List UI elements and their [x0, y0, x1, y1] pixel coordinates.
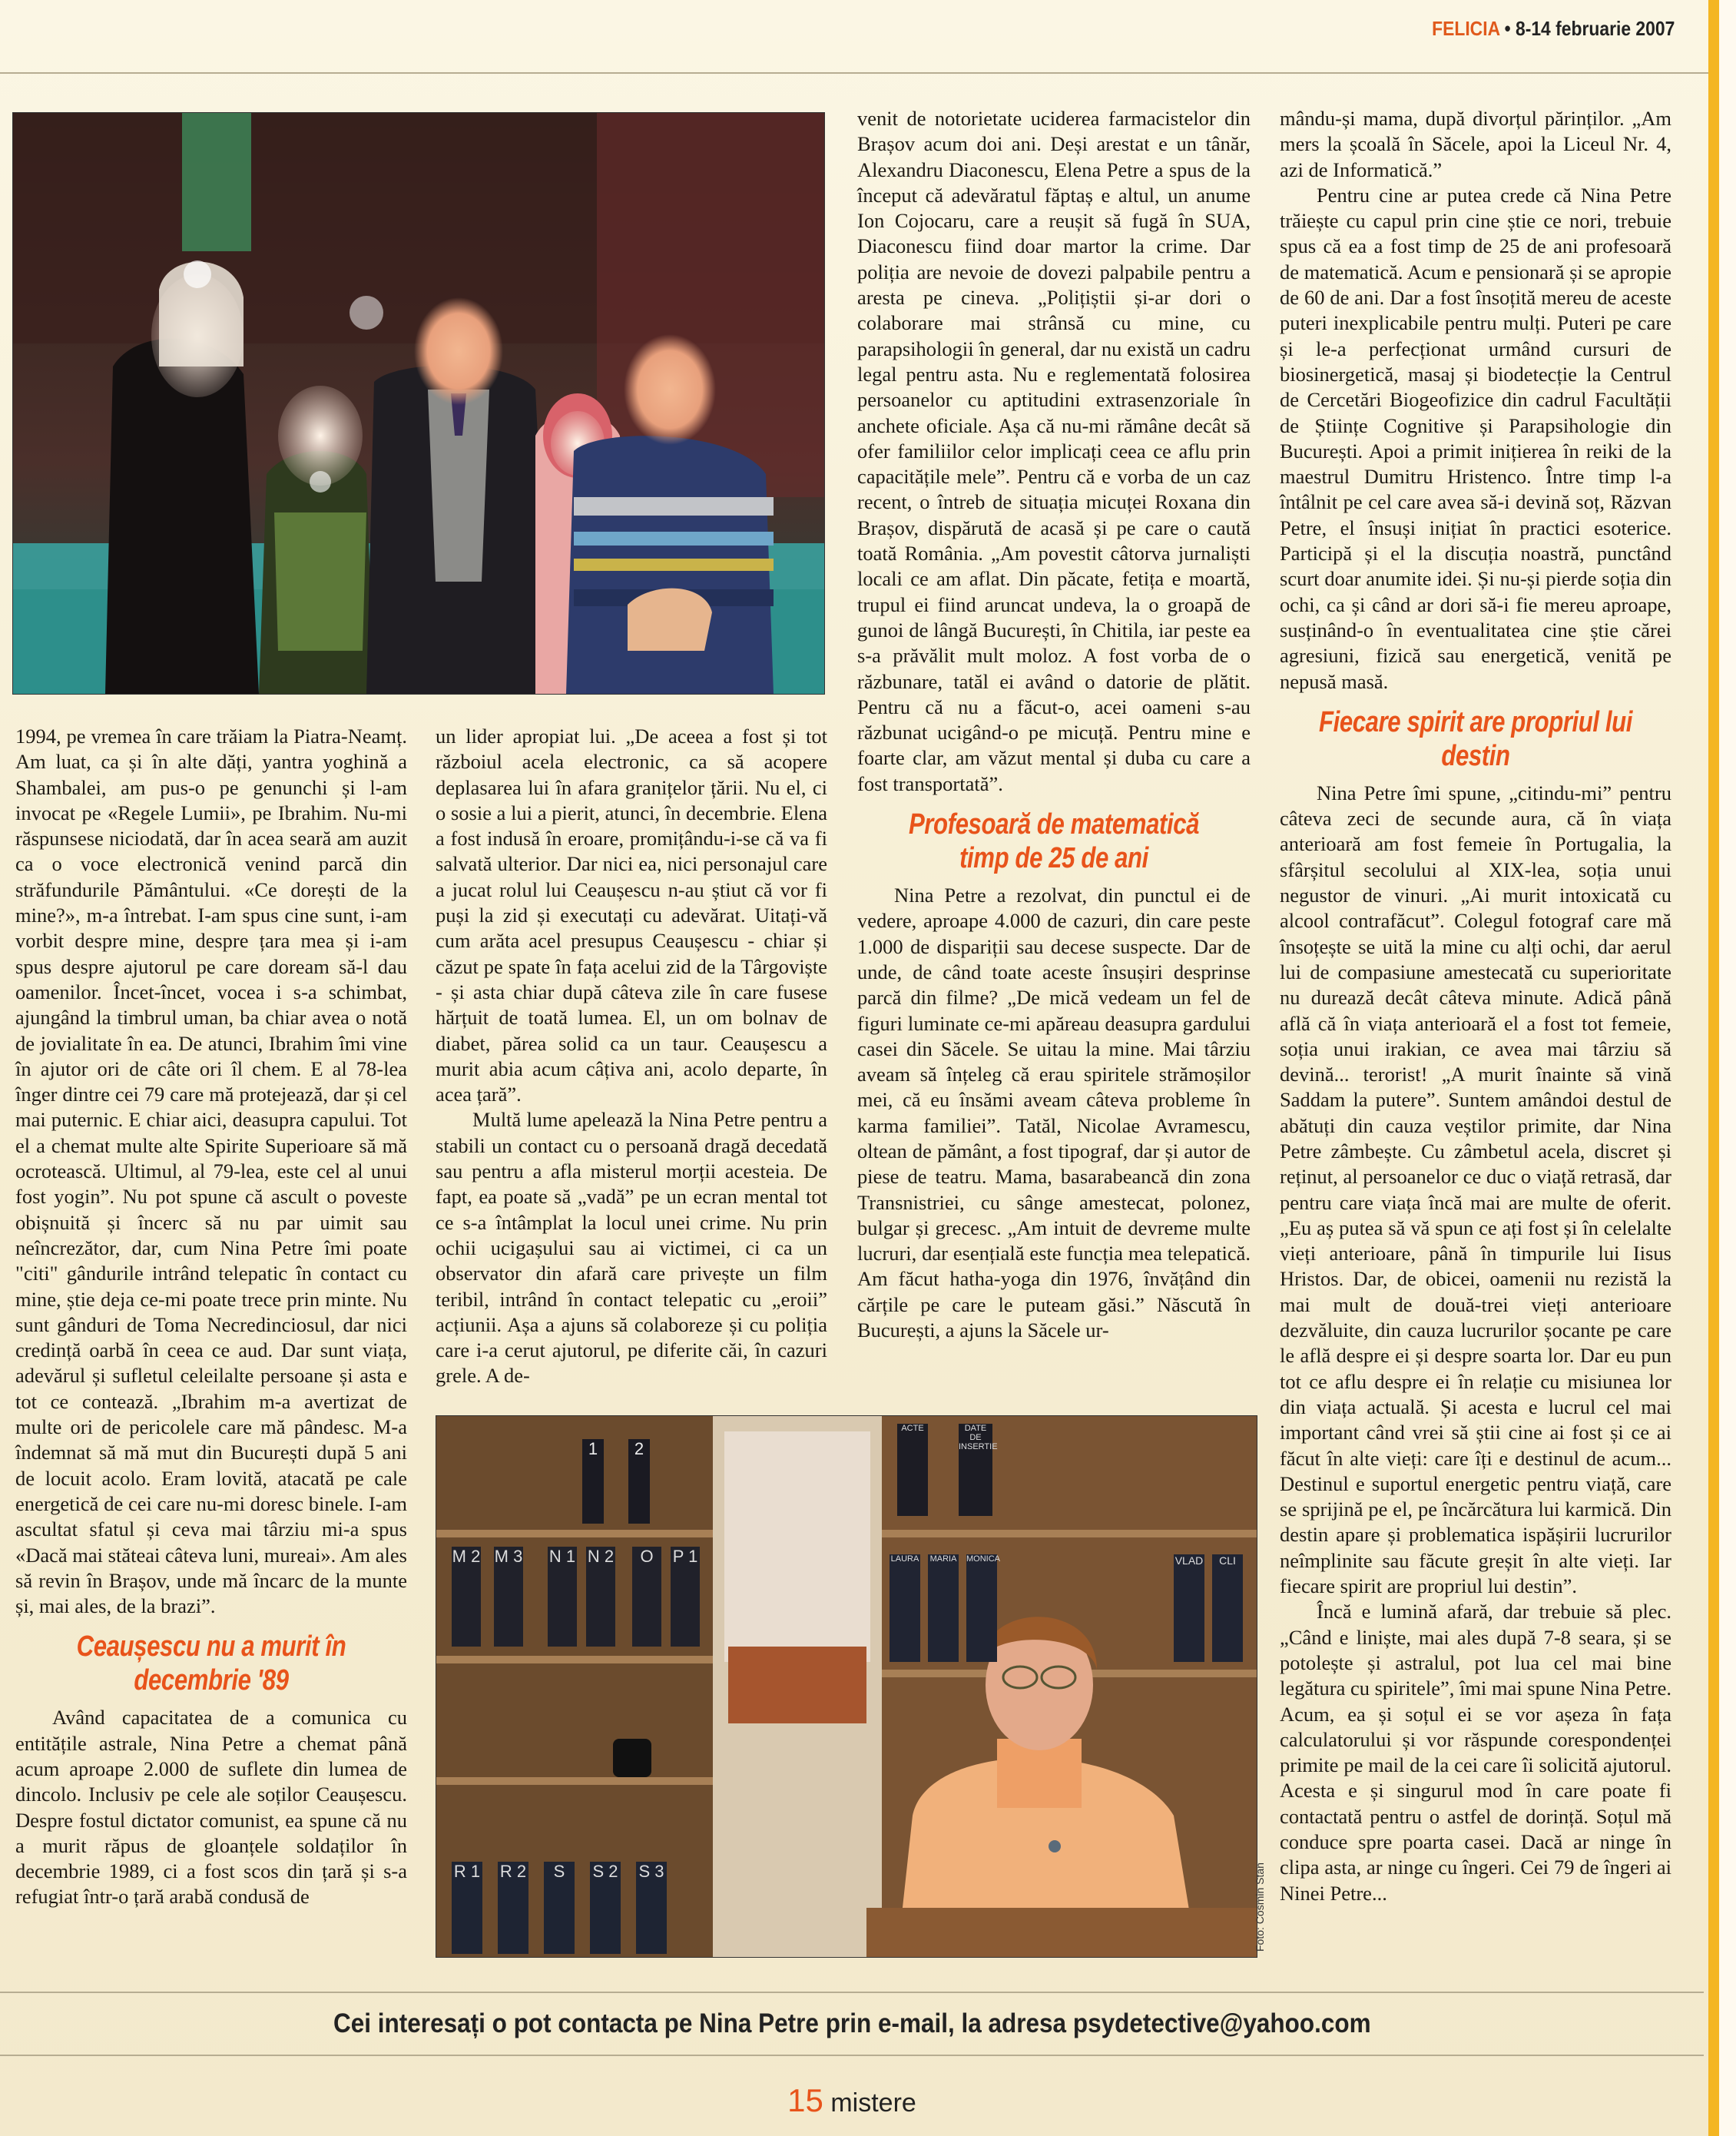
- binder-label: MARIA: [928, 1554, 959, 1662]
- issue-date: 8-14 februarie 2007: [1515, 17, 1675, 40]
- binder-label: O: [632, 1547, 661, 1647]
- page-edge: [1719, 0, 1736, 2136]
- contact-text: Cei interesați o pot contacta pe Nina Petre prin e-mail, la adresa psydetective@yahoo.com: [333, 2008, 1371, 2038]
- column1-paragraph-1: 1994, pe vremea în care trăiam la Piatra-Neamț. Am luat, ca și în alte dăți, yantra yoghină a Shambalei, am pus-o pe genunchi și l-am invocat pe «Regele Lumii», pe Ibrahim. Nu-mi răspunsese niciodată, dar în acea seară am auzit ca o voce electronică venind parcă din străfundurile Pământului. «Ce dorești de la mine?», m-a întrebat. I-am spus cine sunt, i-am vorbit despre mine, despre țara mea și i-am spus despre ajutorul pe care doream să-l dau oamenilor. Încet-încet, vocea i s-a schimbat, ajungând la timbrul uman, ba chiar avea o notă de jovialitate în ea. De atunci, Ibrahim îmi vine în ajutor ori de câte ori îl chem. E al 78-lea înger dintre cei 79 care mă protejează, dar și cel mai puternic. E chiar aici, deasupra capului. Tot el a chemat multe alte Spirite Superioare să mă ocrotească. Ultimul, al 79-lea, este cel al unui fost yogin”. Nu pot spune că ascult o poveste obișnuită și încerc să nu par uimit sau neîncrezător, dar, cum Nina Petre îmi poate "citi" gândurile intrând telepatic în contact cu mine, știe deja ce-mi poate trece prin minte. Nu sunt gânduri de Toma Necredinciosul, dar nici credință oarbă în ceea ce aud. Dar sunt viața, adevărul și sufletul celeilalte persoane și asta e tot ce contează. „Ibrahim m-a avertizat de multe ori de pericolele care mă pândesc. M-a îndemnat să mă mut din București după 5 ani de locuit acolo. Eram lovită, atacată pe cale energetică de cei care nu-mi doresc binele. I-am ascultat sfatul și ceva mai târziu mi-a spus «Dacă mai stăteai câteva luni, mureai». Am ales să revin în Brașov, unde mă încarc de la munte și, mai ales, de la brazi”.: [15, 725, 407, 1618]
- binder-label: 1: [582, 1439, 604, 1524]
- photo-credit: Foto: Cosmin Stan: [1254, 1862, 1266, 1952]
- binder-label: R 1: [452, 1862, 482, 1954]
- header-divider: [0, 72, 1708, 74]
- column4-paragraph-4: Încă e lumină afară, dar trebuie să plec. „Când e liniște, mai ales după 7-8 seara, și se potolește și astralul, pot lua cel mai bine legătura cu spiritele”, îmi mai spune Nina Petre. Acum, ea și soțul ei se vor așeza în fața calculatorului și vor răspunde corespondenței primite pe mail de la cei care îi solicită ajutorul. Acesta e și singurul mod în care poate fi contactată pentru o astfel de dorință. Soțul mă conduce spre poarta casei. Dacă ar ninge în clipa asta, ar ninge cu îngeri. Cei 79 de îngeri ai Ninei Petre...: [1280, 1600, 1671, 1905]
- page-number: 15: [787, 2082, 823, 2118]
- group-photo: [12, 112, 825, 695]
- subheading-destin: Fiecare spirit are propriul lui destin: [1318, 705, 1633, 772]
- column4-paragraph-3: Nina Petre îmi spune, „citindu-mi” pentru câteva zeci de secunde aura, că în viața anterioară am fost femeie în Portugalia, la sfârșitul secolului al XIX-lea, soția unui negustor de vinuri. „Ai murit intoxicată cu alcool contrafăcut”. Colegul fotograf care mă însoțește se uită la mine cu alți ochi, dar aerul lui de compasiune amestecată cu superioritate nu durează decât câteva minute. Adică până află că în viața anterioară el a fost tot femeie, soția unui irakian, ce avea mai târziu să devină... terorist! „A murit înainte să vină Saddam la putere”. Suntem amândoi destul de abătuți din cauza veștilor primite, dar Nina Petre zâmbește. Cu zâmbetul acela, discret și reținut, al persoanelor ce duc o viață retrasă, dar pentru care viața încă mai are multe de oferit. „Eu aș putea să vă spun ce ați fost și în celelalte vieți anterioare, până în timpurile lui Iisus Hristos. Dar, de obicei, oamenii nu rezistă la mai mult de două-trei vieți anterioare dezvăluite, din cauza lucrurilor șocante pe care le află despre ei și despre soarta lor. Dar eu pun tot ce aflu despre ei în relație cu misiunea lor din viața actuală. Și acesta e lucrul cel mai important când vrei să știi cine ai fost și ce ai făcut în alte vieți: care îți e destinul de acum... Destinul e suportul energetic pentru viață, care se sprijină pe el, pe încărcătura lui karmică. Din destin apare și problematica ispășirii lucrurilor neîmplinite sau făcute greșit în alte vieți. Iar fiecare spirit are propriul lui destin”.: [1280, 781, 1671, 1598]
- binder-labels: [436, 1416, 1257, 1957]
- column3-paragraph-1: venit de notorietate uciderea farmacistelor din Brașov acum doi ani. Deși arestat e un tânăr, Alexandru Diaconescu, Elena Petre a spus de la început că adevăratul făptaș e altul, un anume Ion Cojocaru, care a reușit să fugă în SUA, Diaconescu fiind doar martor la crime. Dar poliția are nevoie de dovezi palpabile pentru a aresta pe cineva. „Polițiștii și-ar dori o colaborare mai strânsă cu mine, cu parapsihologii în general, dar nu există un cadru legal pentru asta. Nu e reglementată folosirea persoanelor cu aptitudini extrasenzoriale în anchete oficiale. Așa că nu-mi rămâne decât să ofer familiilor celor implicați ceea ce aflu prin capacitățile mele”. Pentru că e vorba de un caz recent, o întreb de situația micuței Roxana din Brașov, dispărută de acasă și pe care o caută toată România. „Am povestit câtorva jurnaliști locali ce am aflat. Din păcate, fetița e moartă, trupul ei fiind aruncat undeva, la o groapă de gunoi de lângă București, în Chitila, iar peste ea s-a prăvălit mult moloz. A fost vorba de o răzbunare, tatăl ei având o datorie de plătit. Pentru că nu a făcut-o, acei oameni s-au răzbunat ucigând-o pe micuță. Pentru mine e foarte clar, am văzut mental și duba cu care a fost transportată”.: [857, 107, 1251, 795]
- contact-banner: [0, 1992, 1704, 2056]
- binder-label: N 2: [586, 1547, 615, 1647]
- accent-stripe: [1708, 0, 1719, 2136]
- binder-label: 2: [628, 1439, 650, 1524]
- column2-paragraph-2: Multă lume apelează la Nina Petre pentru a stabili un contact cu o persoană dragă decedată sau pentru a afla misterul morții acesteia. De fapt, ea poate să „vadă” pe un ecran mental tot ce s-a întâmplat la locul unei crime. Nu prin ochii ucigașului sau ai victimei, ci ca un observator din afară care privește un film teribil, intrând în contact telepatic cu „eroii” acțiunii. Așa a ajuns să colaboreze și cu poliția care i-a cerut ajutorul, pe diferite căi, în cazuri grele. A de-: [436, 1108, 827, 1388]
- article-column-4: [1280, 106, 1671, 1906]
- column1-paragraph-2: Având capacitatea de a comunica cu entitățile astrale, Nina Petre a chemat până acum aproape 2.000 de suflete din lumea de dincolo. Inclusiv pe cele ale soților Ceaușescu. Despre fostul dictator comunist, ea spune că nu a murit răpus de gloanțele soldaților în decembrie 1989, ci a fost scos din țară și s-a refugiat într-o țară arabă condusă de: [15, 1706, 407, 1909]
- magazine-name: FELICIA: [1431, 17, 1499, 40]
- column3-paragraph-2: Nina Petre a rezolvat, din punctul ei de vedere, aproape 4.000 de cazuri, din care peste 1.000 de dispariții sau decese suspecte. Dar de unde, de când toate aceste însușiri desprinse parcă din filme? „De mică vedeam un fel de figuri luminate ce-mi apăreau deasupra gardului casei din Săcele. Se uitau la mine. Mai târziu aveam să înțeleg că erau spiritele strămoșilor mei, că eu însămi aveam câteva probleme în karma familiei”. Tatăl, Nicolae Avramescu, oltean de pământ, a fost tipograf, dar și autor de piese de teatru. Mama, basarabeancă din zona Transnistriei, cu sânge amestecat, polonez, bulgar și grecesc. „Am intuit de devreme multe lucruri, dar esențială este funcția mea telepatică. Am făcut hatha-yoga din 1976, învățând din cărțile pe care le puteam găsi.” Născută în București, a ajuns la Săcele ur-: [857, 884, 1251, 1342]
- article-column-3: [857, 106, 1251, 1343]
- portrait-photo: [436, 1415, 1257, 1958]
- binder-label: N 1: [548, 1547, 577, 1647]
- group-photo-image: [13, 113, 824, 694]
- binder-label: P 1: [671, 1547, 700, 1647]
- binder-label: DATE DE INSERTIE: [959, 1424, 992, 1516]
- column4-paragraph-2: Pentru cine ar putea crede că Nina Petre trăiește cu capul prin cine știe ce nori, trebuie spus că ea a fost timp de 25 de ani profesoară de matematică. Acum e pensionară și se apropie de 60 de ani. Dar a fost însoțită mereu de aceste puteri inexplicabile pentru mulți. Puteri pe care și le-a perfecționat urmând cursuri de biosinergetică, masaj și biodetecție la Centrul de Cercetări Biogeofizice din cadrul Facultății de Științe Cognitive și Parapsihologie din București. Apoi a primit inițierea în reiki de la maestrul Dumitru Hristenco. Între timp l-a întâlnit pe cel care avea să-i devină soț, Răzvan Petre, el însuși inițiat în practici esoterice. Participă și el la discuția noastră, punctând scurt doar anumite idei. Și nu-și pierde soția din ochi, ca și când ar dori să-i fie mereu aproape, susținând-o în eventualitatea cine știe cărei agresiuni, fizică sau energetică, venită pe nepusă masă.: [1280, 183, 1671, 693]
- subheading-ceausescu: Ceaușescu nu a murit în decembrie '89: [76, 1630, 346, 1697]
- binder-label: S 2: [590, 1862, 621, 1954]
- binder-label: ACTE: [897, 1424, 928, 1516]
- subheading-profesoara: Profesoară de matematică timp de 25 de ani: [908, 808, 1200, 875]
- binder-label: VLAD: [1174, 1554, 1204, 1662]
- column2-paragraph-1: un lider apropiat lui. „De aceea a fost și tot războiul acela electronic, ca să acopere deplasarea lui în afara granițelor țării. Nu el, ci o sosie a lui a pierit, atunci, în decembrie. Elena a fost indusă în eroare, promițându-i-se că va fi salvată ulterior. Dar nici ea, nici personajul care a jucat rolul lui Ceaușescu n-au știut că vor fi puși la zid și executați cu adevărat. Uitați-vă cum arăta acel presupus Ceaușescu - chiar și căzut pe spate în fața acelui zid de la Târgoviște - și asta chiar după câteva zile în care fusese hărțuit de toată lumea. El, un om bolnav de diabet, părea solid ca un taur. Ceaușescu a murit abia acum câțiva ani, acolo departe, în acea țară”.: [436, 725, 827, 1106]
- binder-label: R 2: [498, 1862, 528, 1954]
- header-separator: •: [1504, 17, 1511, 40]
- binder-label: CLI: [1212, 1554, 1243, 1662]
- page-header: [1432, 17, 1675, 41]
- article-column-2: [436, 724, 827, 1389]
- binder-label: MONICA: [966, 1554, 997, 1662]
- column4-paragraph-1: mându-și mama, după divorțul părinților. „Am mers la școală în Săcele, apoi la Liceul Nr. 4, azi de Informatică.”: [1280, 107, 1671, 181]
- binder-label: M 3: [494, 1547, 523, 1647]
- article-column-1: [15, 724, 407, 1910]
- binder-label: LAURA: [890, 1554, 920, 1662]
- page-footer: [0, 2082, 1704, 2119]
- binder-label: M 2: [452, 1547, 481, 1647]
- section-name: mistere: [830, 2088, 916, 2118]
- binder-label: S: [544, 1862, 575, 1954]
- binder-label: S 3: [636, 1862, 667, 1954]
